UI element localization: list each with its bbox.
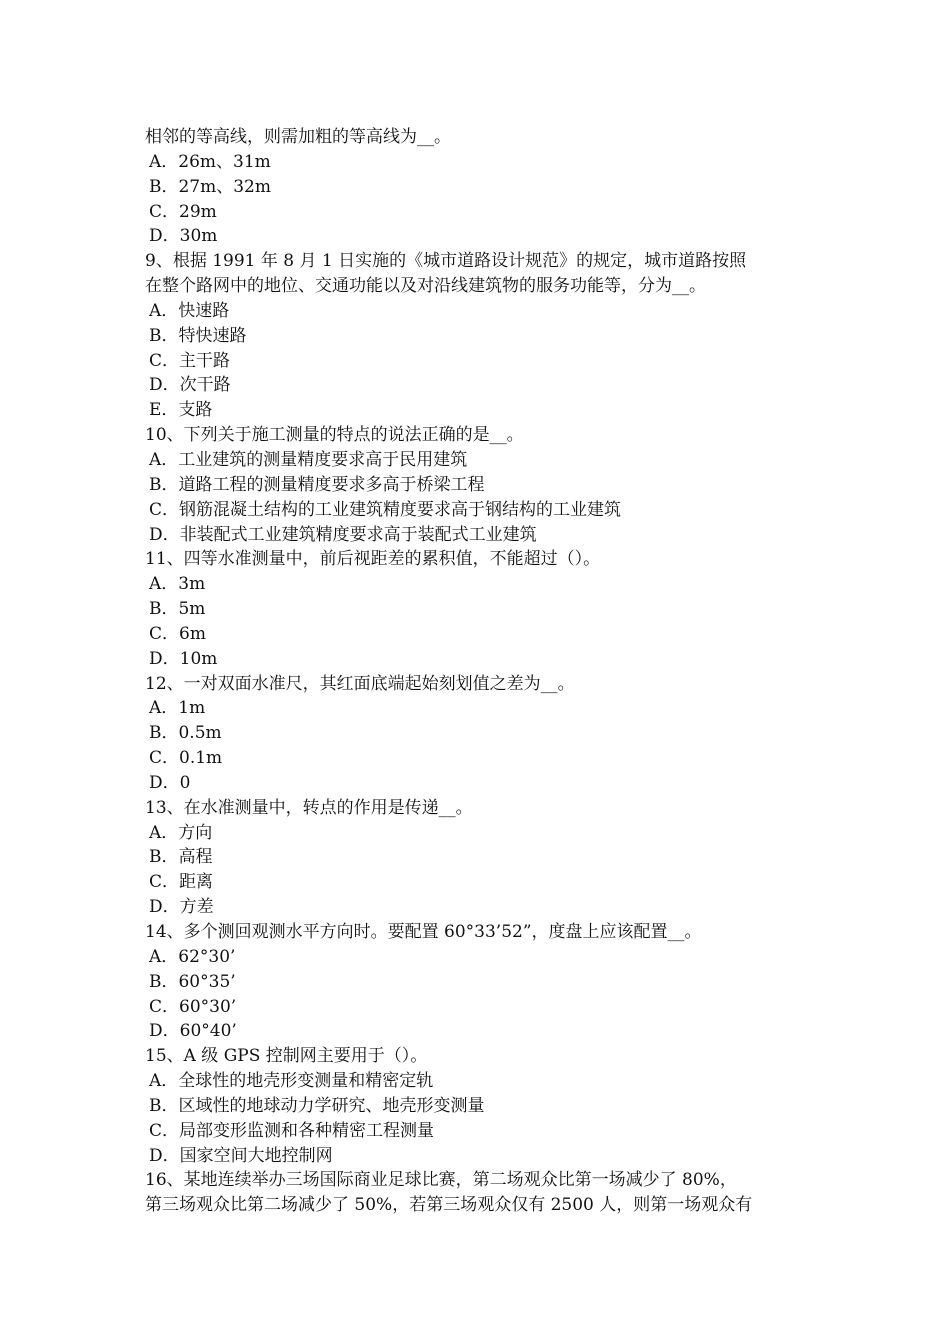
question-text-line: 相邻的等高线，则需加粗的等高线为__。 [145, 127, 451, 147]
question-text-line: 14、多个测回观测水平方向时。要配置 60°33’52”，度盘上应该配置__。 [145, 922, 702, 942]
answer-option: C．0.1m [149, 748, 223, 769]
question-text-line: 12、一对双面水准尺，其红面底端起始刻划值之差为__。 [145, 673, 575, 694]
answer-option: B．区域性的地球动力学研究、地壳形变测量 [149, 1095, 485, 1116]
document-body [145, 125, 815, 1218]
answer-option: C．主干路 [149, 350, 231, 371]
answer-option: D．30m [149, 226, 218, 247]
answer-option: B．0.5m [149, 723, 222, 744]
question-text-line: 第三场观众比第二场减少了 50%，若第三场观众仅有 2500 人，则第一场观众有 [145, 1195, 753, 1216]
question-text-line: 15、A 级 GPS 控制网主要用于（）。 [145, 1046, 428, 1067]
answer-option: D．非装配式工业建筑精度要求高于装配式工业建筑 [149, 524, 537, 545]
answer-option: B．60°35’ [149, 971, 236, 992]
answer-option: A．1m [149, 698, 206, 719]
answer-option: C．6m [149, 623, 206, 644]
answer-option: A．快速路 [149, 300, 230, 321]
answer-option: A．26m、31m [149, 151, 271, 172]
answer-option: D．次干路 [149, 375, 231, 396]
question-text-line: 13、在水准测量中，转点的作用是传递__。 [145, 797, 473, 818]
answer-option: B．高程 [149, 847, 213, 868]
answer-option: B．27m、32m [149, 176, 271, 197]
answer-option: C．60°30’ [149, 996, 237, 1017]
answer-option: D．10m [149, 648, 218, 669]
answer-option: A．3m [149, 574, 206, 595]
answer-option: A．62°30’ [149, 946, 236, 967]
answer-option: C．局部变形监测和各种精密工程测量 [149, 1120, 435, 1141]
question-text-line: 9、根据 1991 年 8 月 1 日实施的《城市道路设计规范》的规定，城市道路按照 [145, 251, 747, 272]
answer-option: E．支路 [149, 400, 213, 421]
answer-option: C．距离 [149, 872, 214, 893]
question-text-line: 10、下列关于施工测量的特点的说法正确的是__。 [145, 425, 524, 446]
answer-option: C．29m [149, 201, 217, 222]
question-text-line: 16、某地连续举办三场国际商业足球比赛，第二场观众比第一场减少了 80%， [145, 1170, 737, 1191]
answer-option: A．全球性的地壳形变测量和精密定轨 [149, 1071, 434, 1092]
question-text-line: 11、四等水准测量中，前后视距差的累积值，不能超过（）。 [145, 549, 601, 570]
answer-option: B．5m [149, 599, 206, 620]
answer-option: B．特快速路 [149, 325, 247, 346]
answer-option: A．工业建筑的测量精度要求高于民用建筑 [149, 449, 468, 470]
answer-option: D．国家空间大地控制网 [149, 1145, 333, 1166]
answer-option: D．0 [149, 772, 191, 793]
answer-option: B．道路工程的测量精度要求多高于桥梁工程 [149, 474, 485, 495]
answer-option: A．方向 [149, 822, 213, 843]
question-text-line: 在整个路网中的地位、交通功能以及对沿线建筑物的服务功能等，分为__。 [145, 276, 706, 297]
answer-option: C．钢筋混凝土结构的工业建筑精度要求高于钢结构的工业建筑 [149, 499, 622, 520]
answer-option: D．60°40’ [149, 1021, 237, 1042]
answer-option: D．方差 [149, 897, 214, 918]
